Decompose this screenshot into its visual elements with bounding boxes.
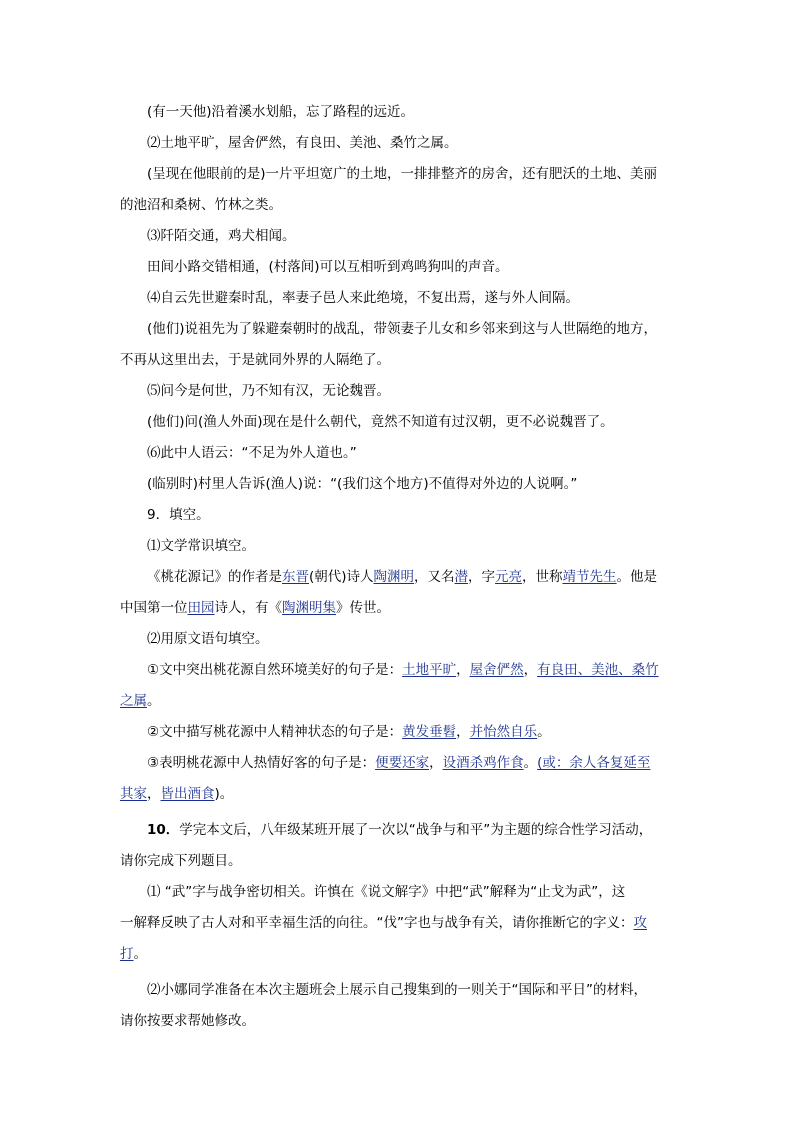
answer-title: 靖节先生 [562, 569, 617, 585]
text-line-6: 田间小路交错相通，(村落间)可以互相听到鸡鸣狗叫的声音。 [147, 259, 509, 275]
text-line-25: 请你完成下列题目。 [120, 853, 242, 869]
text-line-26: ⑴ “武”字与战争密切相关。许慎在《说文解字》中把“武”解释为“止戈为武”，这 [147, 884, 626, 900]
answer-line-hospitality-cont: 其家，皆出酒食)。 [120, 786, 234, 802]
answer-alt-name: 潜 [454, 569, 469, 585]
text-line-9: 不再从这里出去，于是就同外界的人隔绝了。 [120, 352, 390, 368]
answer-line-environment: ①文中突出桃花源自然环境美好的句子是：土地平旷，屋舍俨然，有良田、美池、桑竹 [147, 662, 659, 678]
text-line-5: ⑶阡陌交通，鸡犬相闻。 [147, 228, 296, 244]
answer-courtesy-name: 元亮 [495, 569, 523, 585]
answer-line-author: 《桃花源记》的作者是东晋(朝代)诗人陶渊明，又名潜，字元亮，世称靖节先生。他是 [147, 569, 658, 585]
text-line-2: ⑵土地平旷，屋舍俨然，有良田、美池、桑竹之属。 [147, 135, 458, 151]
answer-line-spirit: ②文中描写桃花源中人精神状态的句子是：黄发垂髫，并怡然自乐。 [147, 724, 551, 740]
answer-dynasty: 东晋 [282, 569, 309, 585]
answer-genre: 田园 [187, 600, 215, 616]
answer-line-collection: 中国第一位田园诗人，有《陶渊明集》传世。 [120, 600, 390, 616]
sub-question-1: ⑴文学常识填空。 [147, 538, 255, 554]
answer-line-fa-cont: 打。 [120, 946, 147, 962]
text-line-11: (他们)问(渔人外面)现在是什么朝代，竟然不知道有过汉朝，更不必说魏晋了。 [147, 414, 614, 430]
answer-line-hospitality: ③表明桃花源中人热情好客的句子是：便要还家，设酒杀鸡作食。(或：余人各复延至 [147, 755, 651, 771]
text-line-7: ⑷自云先世避秦时乱，率妻子邑人来此绝境，不复出焉，遂与外人间隔。 [147, 290, 579, 306]
question-9-heading: 9．填空。 [147, 507, 210, 523]
text-line-29: ⑵小娜同学准备在本次主题班会上展示自己搜集到的一则关于“国际和平日”的材料， [147, 982, 647, 998]
answer-line-environment-cont: 之属。 [120, 693, 161, 709]
answer-line-fa: 一解释反映了古人对和平幸福生活的向往。“伐”字也与战争有关，请你推断它的字义：攻 [120, 915, 647, 931]
text-line-30: 请你按要求帮她修改。 [120, 1013, 255, 1029]
text-line-8: (他们)说祖先为了躲避秦朝时的战乱，带领妻子儿女和乡邻来到这与人世隔绝的地方， [147, 321, 658, 337]
sub-question-2: ⑵用原文语句填空。 [147, 631, 269, 647]
text-line-3: (呈现在他眼前的是)一片平坦宽广的土地，一排排整齐的房舍，还有肥沃的土地、美丽 [147, 166, 658, 182]
text-line-4: 的池沼和桑树、竹林之类。 [120, 197, 282, 213]
text-line-10: ⑸问今是何世，乃不知有汉，无论魏晋。 [147, 383, 390, 399]
text-line-12: ⑹此中人语云：“不足为外人道也。” [147, 445, 357, 461]
answer-collection: 陶渊明集 [282, 600, 336, 616]
text-line-1: (有一天他)沿着溪水划船，忘了路程的远近。 [147, 104, 415, 120]
question-10-heading: 10．学完本文后，八年级某班开展了一次以“战争与和平”为主题的综合性学习活动， [147, 822, 653, 838]
text-line-13: (临别时)村里人告诉(渔人)说：“(我们这个地方)不值得对外边的人说啊。” [147, 476, 578, 492]
answer-poet: 陶渊明 [373, 569, 415, 585]
